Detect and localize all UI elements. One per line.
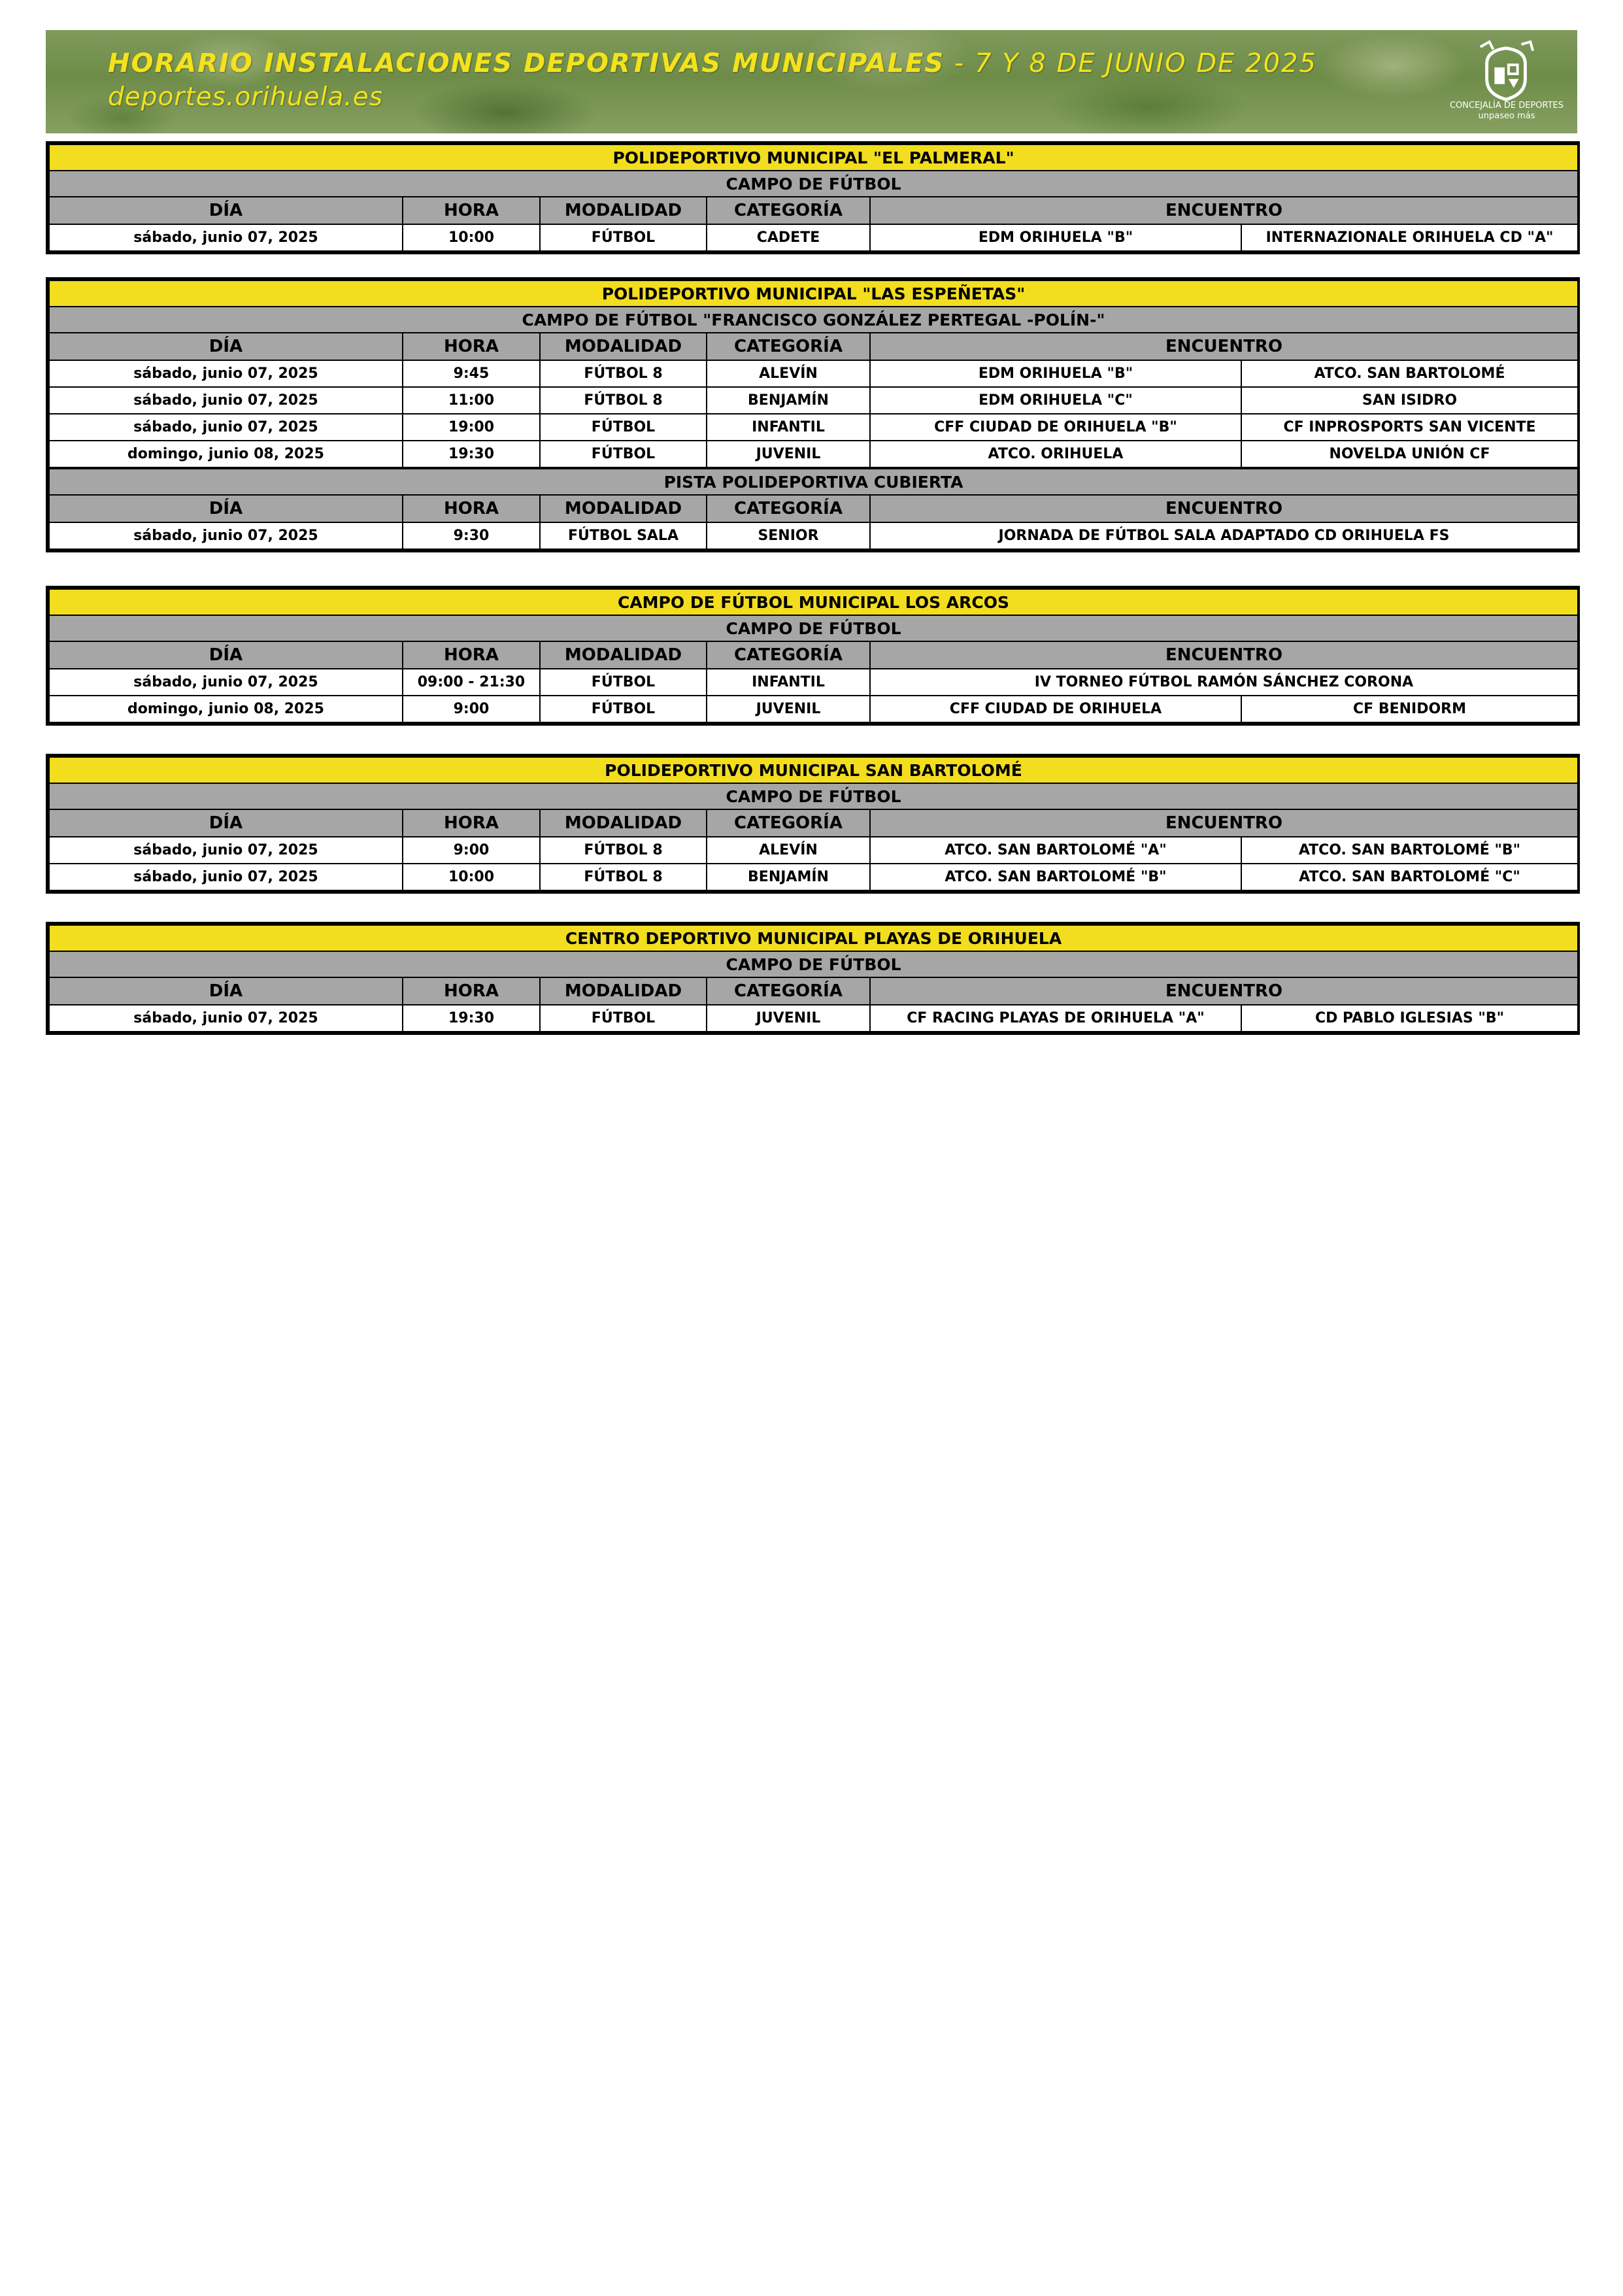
cell-visiting-team: CF BENIDORM	[1241, 696, 1578, 722]
cell-day: domingo, junio 08, 2025	[49, 441, 403, 468]
col-header-dia: DÍA	[49, 197, 403, 224]
concejalia-crest-icon	[1474, 39, 1538, 103]
table-row	[49, 1005, 1578, 1032]
table-row	[49, 696, 1578, 722]
cell-modalidad: FÚTBOL	[540, 696, 707, 722]
cell-local-team: CF RACING PLAYAS DE ORIHUELA "A"	[870, 1005, 1241, 1032]
col-header-modalidad: MODALIDAD	[540, 333, 707, 360]
cell-local-team: EDM ORIHUELA "B"	[870, 360, 1241, 387]
cell-visiting-team: INTERNAZIONALE ORIHUELA CD "A"	[1241, 224, 1578, 251]
header-banner	[46, 30, 1577, 133]
cell-categoria: CADETE	[707, 224, 870, 251]
cell-day: domingo, junio 08, 2025	[49, 696, 403, 722]
schedule-table	[48, 280, 1579, 550]
cell-day: sábado, junio 07, 2025	[49, 669, 403, 696]
table-row	[49, 837, 1578, 864]
venue-block-los-arcos	[46, 586, 1580, 726]
cell-categoria: SENIOR	[707, 522, 870, 549]
cell-local-team: ATCO. ORIHUELA	[870, 441, 1241, 468]
col-header-dia: DÍA	[49, 495, 403, 522]
venue-title: CENTRO DEPORTIVO MUNICIPAL PLAYAS DE ORIHUELA	[49, 925, 1578, 951]
cell-visiting-team: ATCO. SAN BARTOLOMÉ "B"	[1241, 837, 1578, 864]
section-title: CAMPO DE FÚTBOL	[49, 171, 1578, 197]
cell-event: IV TORNEO FÚTBOL RAMÓN SÁNCHEZ CORONA	[870, 669, 1578, 696]
cell-day: sábado, junio 07, 2025	[49, 414, 403, 441]
col-header-categoria: CATEGORÍA	[707, 809, 870, 837]
col-header-dia: DÍA	[49, 977, 403, 1005]
concejalia-logo-text	[1445, 101, 1569, 122]
cell-hora: 9:45	[403, 360, 540, 387]
section-title: CAMPO DE FÚTBOL	[49, 615, 1578, 641]
venue-block-las-espenetas	[46, 277, 1580, 552]
section-title: PISTA POLIDEPORTIVA CUBIERTA	[49, 468, 1578, 495]
cell-local-team: EDM ORIHUELA "C"	[870, 387, 1241, 414]
cell-categoria: INFANTIL	[707, 414, 870, 441]
col-header-dia: DÍA	[49, 809, 403, 837]
cell-day: sábado, junio 07, 2025	[49, 522, 403, 549]
cell-modalidad: FÚTBOL 8	[540, 837, 707, 864]
col-header-modalidad: MODALIDAD	[540, 495, 707, 522]
col-header-dia: DÍA	[49, 333, 403, 360]
col-header-hora: HORA	[403, 197, 540, 224]
col-header-encuentro: ENCUENTRO	[870, 197, 1578, 224]
col-header-modalidad: MODALIDAD	[540, 197, 707, 224]
cell-hora: 9:00	[403, 837, 540, 864]
table-row	[49, 522, 1578, 549]
venue-block-san-bartolome	[46, 754, 1580, 894]
cell-day: sábado, junio 07, 2025	[49, 837, 403, 864]
col-header-modalidad: MODALIDAD	[540, 809, 707, 837]
cell-day: sábado, junio 07, 2025	[49, 1005, 403, 1032]
cell-modalidad: FÚTBOL	[540, 224, 707, 251]
table-row	[49, 387, 1578, 414]
cell-day: sábado, junio 07, 2025	[49, 387, 403, 414]
banner-date: - 7 Y 8 DE JUNIO DE 2025	[945, 48, 1317, 78]
col-header-dia: DÍA	[49, 641, 403, 669]
col-header-modalidad: MODALIDAD	[540, 641, 707, 669]
cell-modalidad: FÚTBOL 8	[540, 864, 707, 890]
cell-day: sábado, junio 07, 2025	[49, 224, 403, 251]
section-title: CAMPO DE FÚTBOL	[49, 783, 1578, 809]
cell-local-team: ATCO. SAN BARTOLOMÉ "B"	[870, 864, 1241, 890]
cell-modalidad: FÚTBOL	[540, 1005, 707, 1032]
cell-hora: 9:30	[403, 522, 540, 549]
banner-url-link[interactable]: deportes.orihuela.es	[108, 82, 384, 112]
cell-categoria: ALEVÍN	[707, 360, 870, 387]
col-header-modalidad: MODALIDAD	[540, 977, 707, 1005]
col-header-encuentro: ENCUENTRO	[870, 641, 1578, 669]
cell-visiting-team: CF INPROSPORTS SAN VICENTE	[1241, 414, 1578, 441]
cell-categoria: JUVENIL	[707, 1005, 870, 1032]
venue-title: POLIDEPORTIVO MUNICIPAL "EL PALMERAL"	[49, 144, 1578, 171]
section-title: CAMPO DE FÚTBOL	[49, 951, 1578, 977]
cell-visiting-team: SAN ISIDRO	[1241, 387, 1578, 414]
table-row	[49, 441, 1578, 468]
cell-day: sábado, junio 07, 2025	[49, 360, 403, 387]
venue-title: POLIDEPORTIVO MUNICIPAL "LAS ESPEÑETAS"	[49, 280, 1578, 307]
col-header-categoria: CATEGORÍA	[707, 977, 870, 1005]
table-row	[49, 360, 1578, 387]
col-header-encuentro: ENCUENTRO	[870, 495, 1578, 522]
table-row	[49, 414, 1578, 441]
col-header-encuentro: ENCUENTRO	[870, 333, 1578, 360]
cell-hora: 09:00 - 21:30	[403, 669, 540, 696]
cell-categoria: ALEVÍN	[707, 837, 870, 864]
cell-categoria: BENJAMÍN	[707, 864, 870, 890]
cell-local-team: CFF CIUDAD DE ORIHUELA "B"	[870, 414, 1241, 441]
cell-visiting-team: ATCO. SAN BARTOLOMÉ	[1241, 360, 1578, 387]
cell-event: JORNADA DE FÚTBOL SALA ADAPTADO CD ORIHUELA FS	[870, 522, 1578, 549]
cell-hora: 19:30	[403, 1005, 540, 1032]
cell-local-team: EDM ORIHUELA "B"	[870, 224, 1241, 251]
cell-hora: 19:30	[403, 441, 540, 468]
cell-hora: 11:00	[403, 387, 540, 414]
logo-title: CONCEJALÍA DE DEPORTES	[1449, 101, 1564, 110]
schedule-table	[48, 144, 1579, 252]
venue-block-playas-de-orihuela	[46, 922, 1580, 1035]
table-row	[49, 224, 1578, 251]
cell-day: sábado, junio 07, 2025	[49, 864, 403, 890]
venue-block-el-palmeral	[46, 141, 1580, 254]
cell-modalidad: FÚTBOL	[540, 441, 707, 468]
cell-local-team: CFF CIUDAD DE ORIHUELA	[870, 696, 1241, 722]
cell-hora: 19:00	[403, 414, 540, 441]
venue-title: CAMPO DE FÚTBOL MUNICIPAL LOS ARCOS	[49, 589, 1578, 615]
col-header-hora: HORA	[403, 495, 540, 522]
col-header-categoria: CATEGORÍA	[707, 333, 870, 360]
col-header-encuentro: ENCUENTRO	[870, 809, 1578, 837]
banner-title	[108, 48, 1317, 78]
col-header-hora: HORA	[403, 641, 540, 669]
col-header-encuentro: ENCUENTRO	[870, 977, 1578, 1005]
cell-categoria: BENJAMÍN	[707, 387, 870, 414]
cell-visiting-team: CD PABLO IGLESIAS "B"	[1241, 1005, 1578, 1032]
cell-modalidad: FÚTBOL SALA	[540, 522, 707, 549]
cell-visiting-team: NOVELDA UNIÓN CF	[1241, 441, 1578, 468]
cell-modalidad: FÚTBOL 8	[540, 387, 707, 414]
cell-categoria: JUVENIL	[707, 441, 870, 468]
col-header-categoria: CATEGORÍA	[707, 197, 870, 224]
cell-visiting-team: ATCO. SAN BARTOLOMÉ "C"	[1241, 864, 1578, 890]
schedule-table	[48, 756, 1579, 891]
cell-modalidad: FÚTBOL	[540, 414, 707, 441]
logo-subtitle: unpaseo más	[1478, 111, 1535, 121]
col-header-categoria: CATEGORÍA	[707, 641, 870, 669]
schedule-table	[48, 588, 1579, 723]
col-header-hora: HORA	[403, 333, 540, 360]
cell-local-team: ATCO. SAN BARTOLOMÉ "A"	[870, 837, 1241, 864]
cell-modalidad: FÚTBOL	[540, 669, 707, 696]
cell-hora: 9:00	[403, 696, 540, 722]
col-header-hora: HORA	[403, 809, 540, 837]
col-header-categoria: CATEGORÍA	[707, 495, 870, 522]
col-header-hora: HORA	[403, 977, 540, 1005]
cell-categoria: INFANTIL	[707, 669, 870, 696]
table-row	[49, 864, 1578, 890]
cell-modalidad: FÚTBOL 8	[540, 360, 707, 387]
table-row	[49, 669, 1578, 696]
venue-title: POLIDEPORTIVO MUNICIPAL SAN BARTOLOMÉ	[49, 757, 1578, 783]
cell-hora: 10:00	[403, 224, 540, 251]
cell-categoria: JUVENIL	[707, 696, 870, 722]
cell-hora: 10:00	[403, 864, 540, 890]
schedule-table	[48, 924, 1579, 1032]
banner-title-text: HORARIO INSTALACIONES DEPORTIVAS MUNICIPALES	[108, 48, 945, 78]
section-title: CAMPO DE FÚTBOL "FRANCISCO GONZÁLEZ PERTEGAL -POLÍN-"	[49, 307, 1578, 333]
